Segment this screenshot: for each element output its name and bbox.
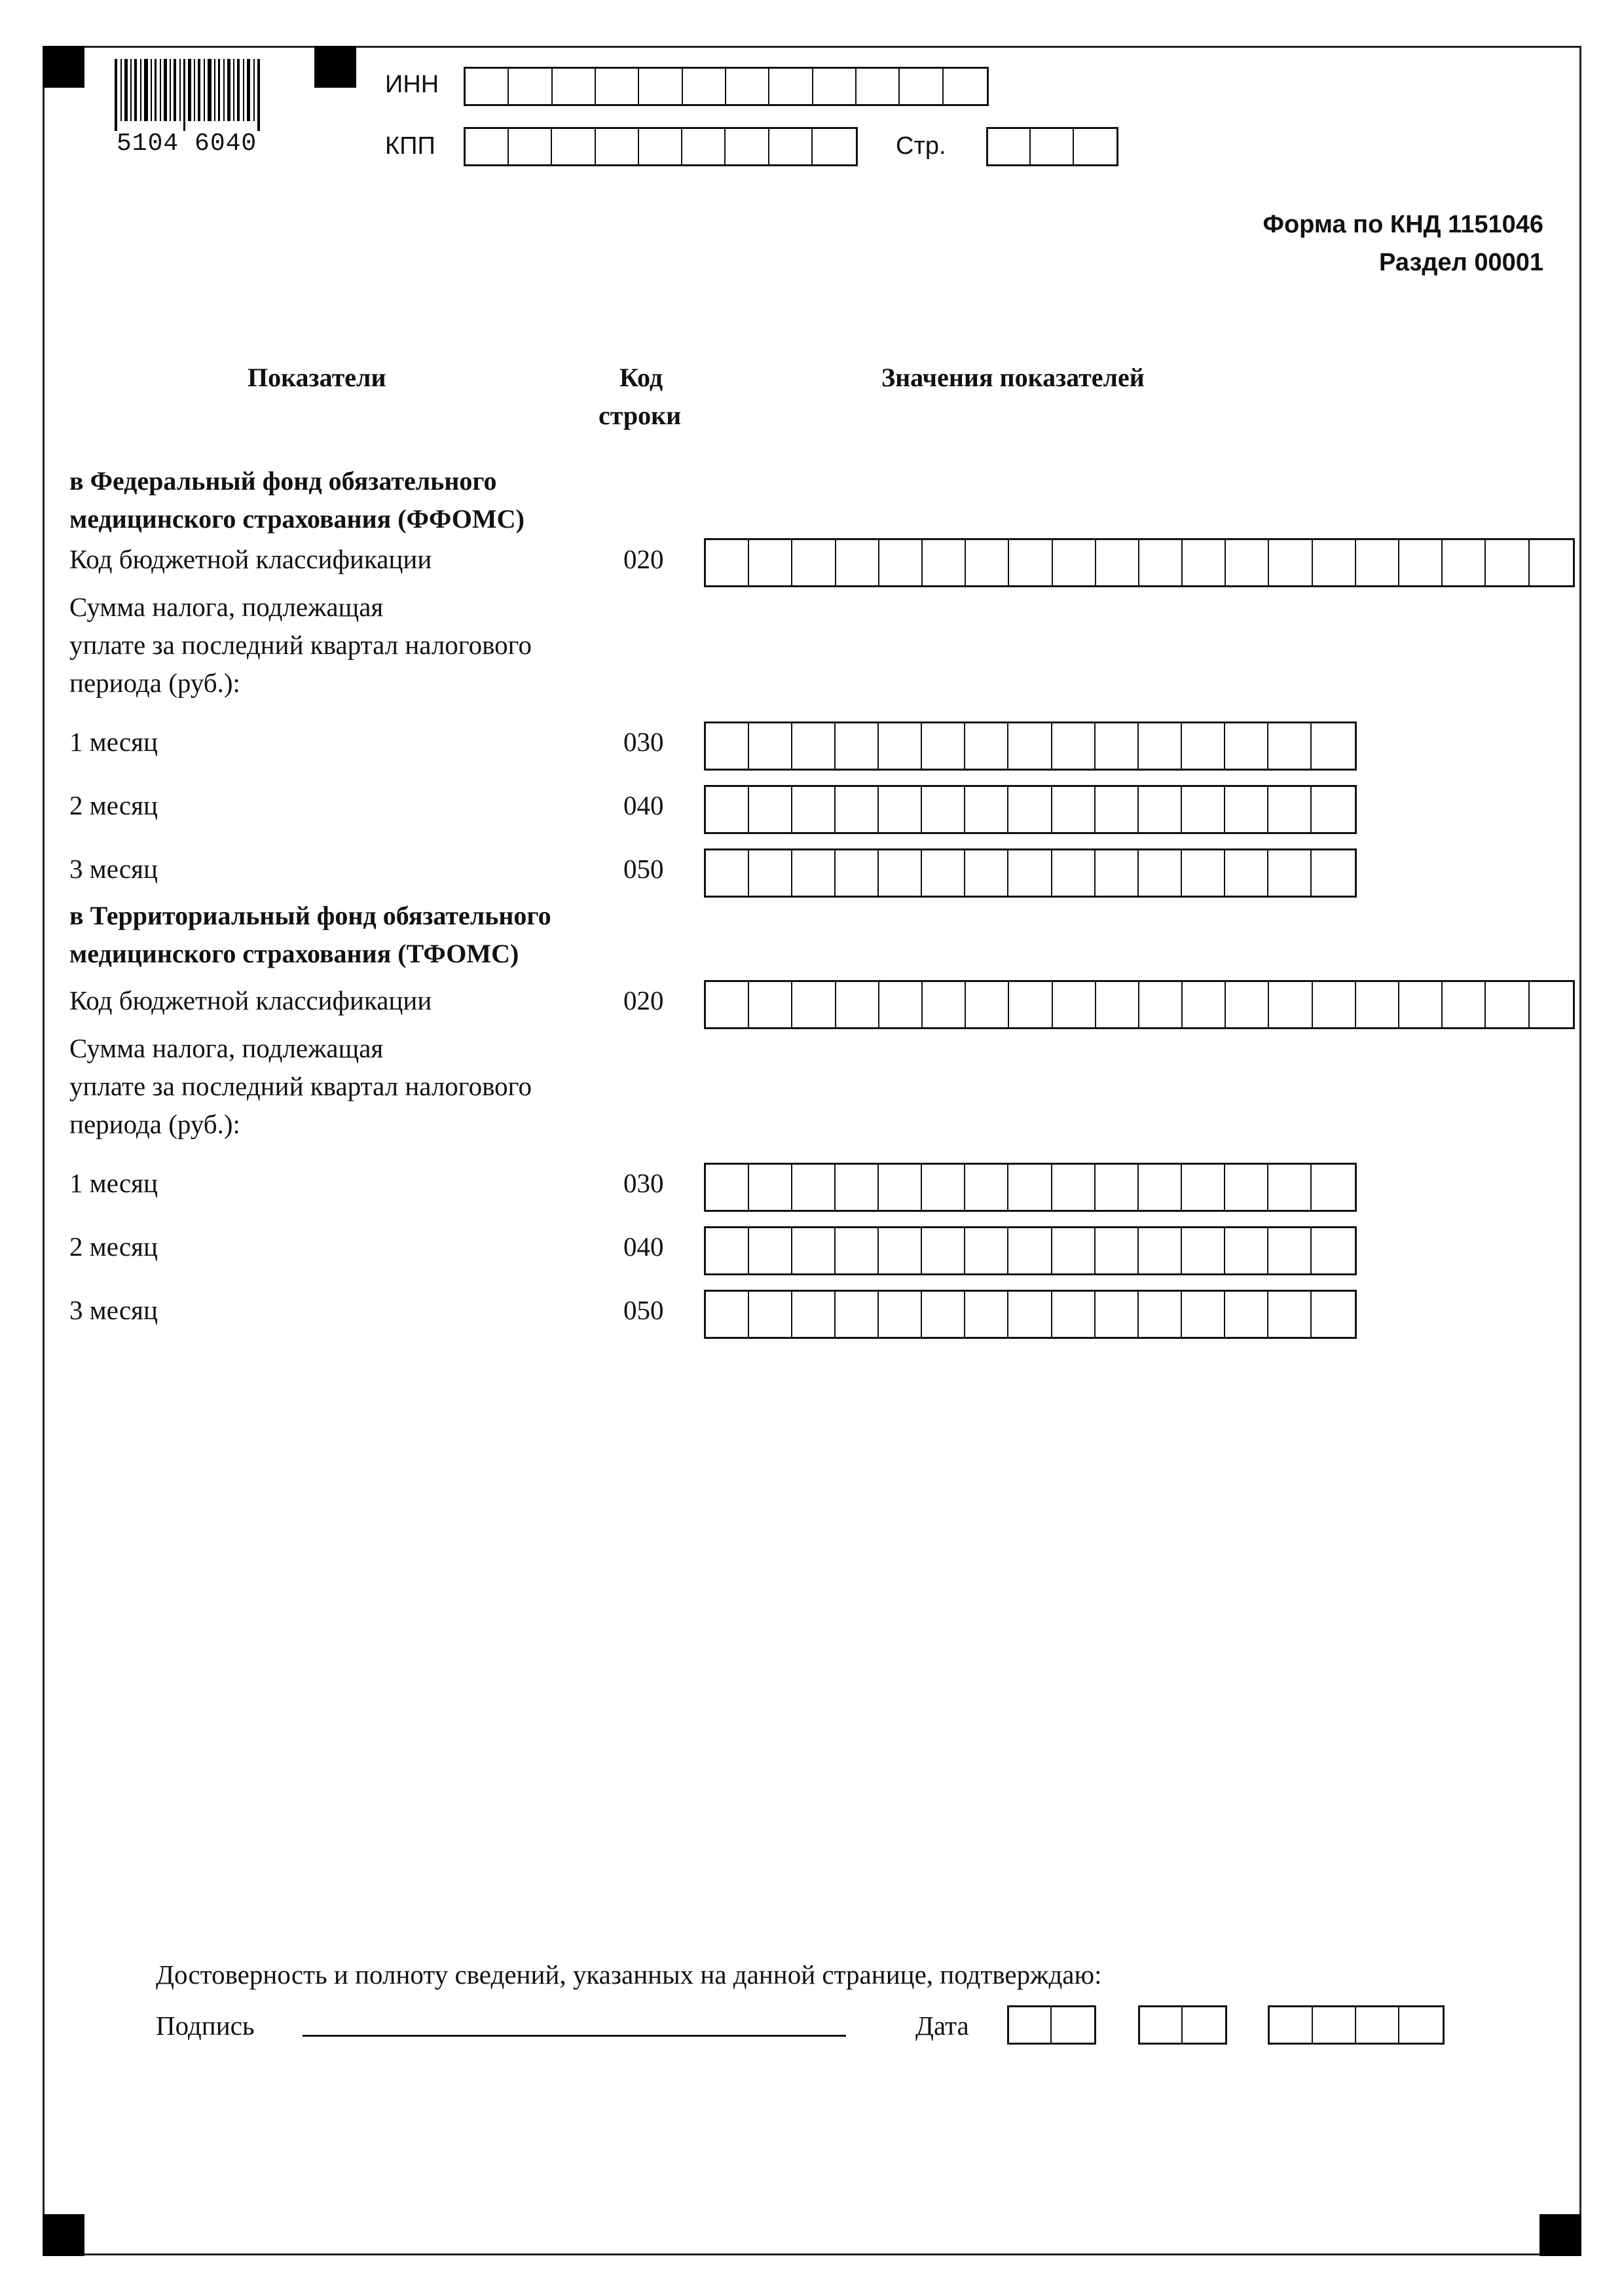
input-cell[interactable]: [706, 787, 749, 832]
input-cell[interactable]: [1008, 1228, 1052, 1273]
input-cell[interactable]: [922, 1228, 965, 1273]
input-cell[interactable]: [749, 1292, 792, 1337]
input-cell[interactable]: [792, 540, 836, 585]
input-cell[interactable]: [1096, 1292, 1139, 1337]
input-cell[interactable]: [922, 1165, 965, 1210]
tfoms-month1-label: 1 месяц: [69, 1168, 158, 1198]
input-cell[interactable]: [1053, 982, 1096, 1027]
input-cell[interactable]: [749, 1228, 792, 1273]
input-cell[interactable]: [639, 69, 682, 104]
input-cell[interactable]: [1074, 129, 1116, 164]
ffoms-month1-field[interactable]: [704, 721, 1357, 771]
ffoms-month1-label: 1 месяц: [69, 727, 158, 757]
input-cell[interactable]: [1399, 540, 1443, 585]
input-cell[interactable]: [1182, 1292, 1225, 1337]
input-cell[interactable]: [749, 1165, 792, 1210]
input-cell[interactable]: [879, 1292, 922, 1337]
column-header-code-line1: Код: [619, 363, 663, 392]
input-cell[interactable]: [552, 129, 595, 164]
date-month-field[interactable]: [1138, 2005, 1227, 2045]
ffoms-month3-label: 3 месяц: [69, 854, 158, 884]
input-cell[interactable]: [857, 69, 900, 104]
input-cell[interactable]: [1225, 723, 1268, 769]
input-cell[interactable]: [509, 69, 552, 104]
input-cell[interactable]: [1312, 1292, 1355, 1337]
input-cell[interactable]: [1139, 540, 1183, 585]
input-cell[interactable]: [965, 787, 1008, 832]
tfoms-month3-field[interactable]: [704, 1290, 1357, 1339]
input-cell[interactable]: [1139, 787, 1182, 832]
input-cell[interactable]: [1052, 723, 1096, 769]
date-day-field[interactable]: [1007, 2005, 1096, 2045]
input-cell[interactable]: [1443, 982, 1486, 1027]
ffoms-section-title-line2: медицинского страхования (ФФОМС): [69, 504, 525, 534]
input-cell[interactable]: [1268, 850, 1312, 896]
input-cell[interactable]: [1312, 850, 1355, 896]
input-cell[interactable]: [1486, 540, 1529, 585]
input-cell[interactable]: [879, 723, 922, 769]
input-cell[interactable]: [1052, 850, 1096, 896]
input-cell[interactable]: [836, 1165, 879, 1210]
input-cell[interactable]: [1139, 1228, 1182, 1273]
input-cell[interactable]: [1486, 982, 1529, 1027]
input-cell[interactable]: [1313, 982, 1356, 1027]
input-cell[interactable]: [1312, 787, 1355, 832]
input-cell[interactable]: [836, 1292, 879, 1337]
ffoms-sum-label-line1: Сумма налога, подлежащая: [69, 592, 384, 622]
input-cell[interactable]: [1096, 540, 1139, 585]
input-cell[interactable]: [965, 850, 1008, 896]
input-cell[interactable]: [749, 982, 792, 1027]
input-cell[interactable]: [792, 787, 836, 832]
input-cell[interactable]: [1225, 1228, 1268, 1273]
input-cell[interactable]: [749, 787, 792, 832]
input-cell[interactable]: [596, 129, 639, 164]
input-cell[interactable]: [1140, 2007, 1183, 2043]
input-cell[interactable]: [836, 723, 879, 769]
section-number: Раздел 00001: [1379, 249, 1543, 276]
input-cell[interactable]: [944, 69, 987, 104]
input-cell[interactable]: [553, 69, 596, 104]
input-cell[interactable]: [683, 69, 726, 104]
input-cell[interactable]: [1052, 1228, 1096, 1273]
input-cell[interactable]: [1053, 540, 1096, 585]
kpp-field[interactable]: [464, 127, 858, 166]
input-cell[interactable]: [1009, 2007, 1052, 2043]
input-cell[interactable]: [706, 1292, 749, 1337]
input-cell[interactable]: [1270, 2007, 1313, 2043]
input-cell[interactable]: [1313, 540, 1356, 585]
input-cell[interactable]: [813, 69, 857, 104]
input-cell[interactable]: [1226, 540, 1269, 585]
input-cell[interactable]: [1356, 2007, 1399, 2043]
input-cell[interactable]: [749, 723, 792, 769]
tfoms-kbk-code: 020: [623, 985, 664, 1015]
input-cell[interactable]: [706, 540, 749, 585]
input-cell[interactable]: [1183, 982, 1226, 1027]
input-cell[interactable]: [1182, 1228, 1225, 1273]
column-header-code-line2: строки: [599, 401, 682, 430]
input-cell[interactable]: [792, 723, 836, 769]
ffoms-sum-label-line3: периода (руб.):: [69, 668, 240, 698]
input-cell[interactable]: [836, 982, 879, 1027]
input-cell[interactable]: [922, 850, 965, 896]
input-cell[interactable]: [1312, 723, 1355, 769]
date-year-field[interactable]: [1268, 2005, 1445, 2045]
tfoms-month2-field[interactable]: [704, 1226, 1357, 1275]
tfoms-section-title-line1: в Территориальный фонд обязательного: [69, 901, 551, 930]
corner-marker-bottom-right: [1539, 2214, 1581, 2256]
input-cell[interactable]: [879, 850, 922, 896]
input-cell[interactable]: [965, 1292, 1008, 1337]
input-cell[interactable]: [706, 1228, 749, 1273]
input-cell[interactable]: [1096, 1228, 1139, 1273]
ffoms-month2-code: 040: [623, 790, 664, 820]
input-cell[interactable]: [1009, 982, 1052, 1027]
input-cell[interactable]: [682, 129, 726, 164]
tfoms-month1-code: 030: [623, 1168, 664, 1198]
ffoms-sum-label-line2: уплате за последний квартал налогового: [69, 630, 532, 660]
input-cell[interactable]: [726, 69, 769, 104]
input-cell[interactable]: [726, 129, 769, 164]
input-cell[interactable]: [1312, 1165, 1355, 1210]
corner-marker-top-right: [314, 46, 356, 88]
input-cell[interactable]: [966, 540, 1009, 585]
input-cell[interactable]: [792, 1165, 836, 1210]
ffoms-month3-field[interactable]: [704, 848, 1357, 898]
input-cell[interactable]: [466, 69, 509, 104]
input-cell[interactable]: [1443, 540, 1486, 585]
input-cell[interactable]: [1139, 1292, 1182, 1337]
page-number-field[interactable]: [986, 127, 1118, 166]
corner-marker-bottom-left: [43, 2214, 84, 2256]
input-cell[interactable]: [1356, 982, 1399, 1027]
input-cell[interactable]: [1268, 1165, 1312, 1210]
input-cell[interactable]: [1139, 850, 1182, 896]
input-cell[interactable]: [1226, 982, 1269, 1027]
input-cell[interactable]: [879, 1165, 922, 1210]
ffoms-month2-field[interactable]: [704, 785, 1357, 834]
input-cell[interactable]: [1312, 1228, 1355, 1273]
input-cell[interactable]: [965, 1165, 1008, 1210]
input-cell[interactable]: [836, 850, 879, 896]
input-cell[interactable]: [1225, 1165, 1268, 1210]
ffoms-month2-label: 2 месяц: [69, 790, 158, 820]
input-cell[interactable]: [596, 69, 639, 104]
input-cell[interactable]: [1139, 982, 1183, 1027]
input-cell[interactable]: [1269, 982, 1312, 1027]
input-cell[interactable]: [639, 129, 682, 164]
inn-field[interactable]: [464, 67, 989, 106]
input-cell[interactable]: [466, 129, 509, 164]
input-cell[interactable]: [1182, 723, 1225, 769]
input-cell[interactable]: [1008, 723, 1052, 769]
input-cell[interactable]: [836, 540, 879, 585]
input-cell[interactable]: [1008, 787, 1052, 832]
input-cell[interactable]: [1009, 540, 1052, 585]
input-cell[interactable]: [706, 850, 749, 896]
input-cell[interactable]: [1183, 540, 1226, 585]
inn-label: ИНН: [385, 71, 439, 98]
input-cell[interactable]: [1052, 1292, 1096, 1337]
input-cell[interactable]: [965, 723, 1008, 769]
input-cell[interactable]: [1052, 2007, 1094, 2043]
input-cell[interactable]: [769, 69, 813, 104]
input-cell[interactable]: [1182, 850, 1225, 896]
input-cell[interactable]: [1031, 129, 1073, 164]
input-cell[interactable]: [1182, 1165, 1225, 1210]
input-cell[interactable]: [792, 1292, 836, 1337]
input-cell[interactable]: [922, 1292, 965, 1337]
tfoms-month3-label: 3 месяц: [69, 1295, 158, 1325]
input-cell[interactable]: [1530, 540, 1573, 585]
ffoms-month3-code: 050: [623, 854, 664, 884]
tfoms-kbk-label: Код бюджетной классификации: [69, 985, 432, 1015]
input-cell[interactable]: [966, 982, 1009, 1027]
input-cell[interactable]: [1530, 982, 1573, 1027]
input-cell[interactable]: [1052, 787, 1096, 832]
input-cell[interactable]: [923, 982, 966, 1027]
page-number-label: Стр.: [896, 132, 946, 160]
tfoms-kbk-field[interactable]: [704, 980, 1575, 1029]
input-cell[interactable]: [879, 1228, 922, 1273]
signature-label: Подпись: [156, 2011, 255, 2041]
input-cell[interactable]: [1268, 1292, 1312, 1337]
ffoms-kbk-label: Код бюджетной классификации: [69, 544, 432, 574]
input-cell[interactable]: [706, 982, 749, 1027]
input-cell[interactable]: [879, 787, 922, 832]
input-cell[interactable]: [706, 1165, 749, 1210]
input-cell[interactable]: [1313, 2007, 1356, 2043]
tfoms-sum-label-line1: Сумма налога, подлежащая: [69, 1033, 384, 1063]
tfoms-month1-field[interactable]: [704, 1163, 1357, 1212]
input-cell[interactable]: [1182, 787, 1225, 832]
input-cell[interactable]: [900, 69, 943, 104]
input-cell[interactable]: [1399, 982, 1443, 1027]
input-cell[interactable]: [1139, 723, 1182, 769]
input-cell[interactable]: [509, 129, 552, 164]
input-cell[interactable]: [1269, 540, 1312, 585]
input-cell[interactable]: [1008, 1165, 1052, 1210]
input-cell[interactable]: [1096, 982, 1139, 1027]
input-cell[interactable]: [749, 850, 792, 896]
input-cell[interactable]: [1096, 850, 1139, 896]
tfoms-month3-code: 050: [623, 1295, 664, 1325]
ffoms-kbk-field[interactable]: [704, 538, 1575, 587]
input-cell[interactable]: [1096, 787, 1139, 832]
ffoms-section-title-line1: в Федеральный фонд обязательного: [69, 466, 497, 496]
input-cell[interactable]: [749, 540, 792, 585]
input-cell[interactable]: [1268, 1228, 1312, 1273]
input-cell[interactable]: [1096, 723, 1139, 769]
input-cell[interactable]: [836, 1228, 879, 1273]
input-cell[interactable]: [1008, 850, 1052, 896]
tfoms-month2-label: 2 месяц: [69, 1231, 158, 1262]
signature-line[interactable]: [303, 2035, 846, 2037]
input-cell[interactable]: [836, 787, 879, 832]
input-cell[interactable]: [1225, 1292, 1268, 1337]
input-cell[interactable]: [1139, 1165, 1182, 1210]
confirmation-text: Достоверность и полноту сведений, указанных на данной странице, подтверждаю:: [156, 1959, 1102, 1990]
input-cell[interactable]: [813, 129, 856, 164]
form-code: Форма по КНД 1151046: [1263, 211, 1543, 238]
input-cell[interactable]: [988, 129, 1031, 164]
input-cell[interactable]: [922, 787, 965, 832]
input-cell[interactable]: [1356, 540, 1399, 585]
input-cell[interactable]: [792, 1228, 836, 1273]
barcode-number: 5104 6040: [117, 130, 257, 158]
input-cell[interactable]: [1225, 787, 1268, 832]
ffoms-kbk-code: 020: [623, 544, 664, 574]
input-cell[interactable]: [792, 982, 836, 1027]
tfoms-section-title-line2: медицинского страхования (ТФОМС): [69, 939, 519, 968]
tfoms-month2-code: 040: [623, 1231, 664, 1262]
tfoms-sum-label-line2: уплате за последний квартал налогового: [69, 1071, 532, 1101]
column-header-values: Значения показателей: [881, 363, 1145, 392]
input-cell[interactable]: [1052, 1165, 1096, 1210]
input-cell[interactable]: [706, 723, 749, 769]
input-cell[interactable]: [1268, 723, 1312, 769]
kpp-label: КПП: [385, 132, 435, 160]
input-cell[interactable]: [769, 129, 813, 164]
input-cell[interactable]: [792, 850, 836, 896]
input-cell[interactable]: [1008, 1292, 1052, 1337]
ffoms-month1-code: 030: [623, 727, 664, 757]
input-cell[interactable]: [923, 540, 966, 585]
input-cell[interactable]: [879, 540, 923, 585]
input-cell[interactable]: [1096, 1165, 1139, 1210]
input-cell[interactable]: [922, 723, 965, 769]
date-label: Дата: [915, 2011, 969, 2041]
input-cell[interactable]: [1225, 850, 1268, 896]
input-cell[interactable]: [1268, 787, 1312, 832]
input-cell[interactable]: [1183, 2007, 1225, 2043]
column-header-indicators: Показатели: [248, 363, 386, 392]
tfoms-sum-label-line3: периода (руб.):: [69, 1109, 240, 1139]
input-cell[interactable]: [965, 1228, 1008, 1273]
input-cell[interactable]: [1399, 2007, 1443, 2043]
input-cell[interactable]: [879, 982, 923, 1027]
corner-marker-top-left: [43, 46, 84, 88]
